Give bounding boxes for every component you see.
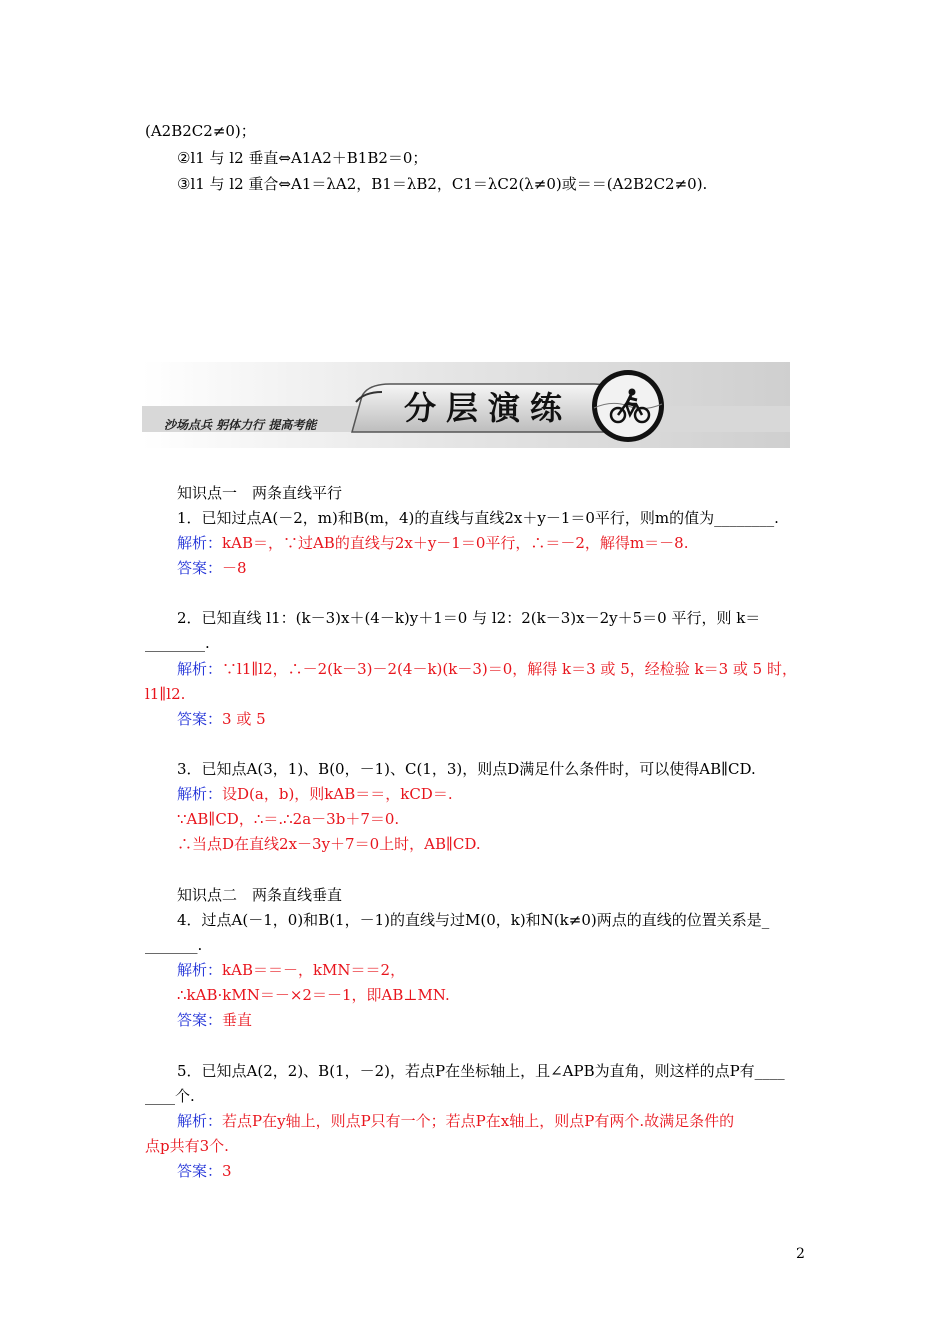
q5-question-line-1: 5．已知点A(2，2)、B(1，－2)，若点P在坐标轴上，且∠APB为直角，则这样的点P有____ <box>177 1062 785 1080</box>
q2-analysis-text-1: ∵l1∥l2，∴－2(k－3)－2(4－k)(k－3)＝0，解得 k＝3 或 5，经检验 k＝3 或 5 时， <box>222 660 797 678</box>
q4-analysis-label: 解析： <box>177 961 223 979</box>
section1-heading: 知识点一 两条直线平行 <box>177 484 343 502</box>
q5-analysis-label: 解析： <box>177 1112 223 1130</box>
intro-line-1: (A2B2C2≠0)； <box>145 122 256 140</box>
q4-analysis-line-2: ∴kAB·kMN＝－×2＝－1，即AB⊥MN. <box>177 986 450 1004</box>
q4-answer-label: 答案： <box>177 1011 223 1029</box>
q2-answer <box>177 709 266 729</box>
page-number: 2 <box>796 1246 805 1262</box>
q3-analysis-label: 解析： <box>177 785 223 803</box>
q3-analysis-text-1: 设D(a，b)，则kAB＝＝，kCD＝. <box>222 785 453 803</box>
q2-question-line-1: 2．已知直线 l1：(k－3)x＋(4－k)y＋1＝0 与 l2：2(k－3)x－2y＋5＝0 平行，则 k＝ <box>177 609 761 627</box>
q4-question-line-2: _______. <box>145 936 203 954</box>
banner-slogan: 沙场点兵 躬体力行 提高考能 <box>164 418 317 432</box>
q4-analysis-text-1: kAB＝＝－，kMN＝＝2， <box>222 961 406 979</box>
cyclist-icon <box>608 388 652 424</box>
q5-answer <box>177 1161 232 1181</box>
q5-analysis-line-1 <box>177 1111 734 1131</box>
q1-analysis-label: 解析： <box>177 534 223 552</box>
q1-analysis-text: kAB＝，∵过AB的直线与2x＋y－1＝0平行，∴＝－2，解得m＝－8. <box>222 534 689 552</box>
q4-answer <box>177 1010 252 1030</box>
q5-question-line-2: ____个. <box>145 1087 195 1105</box>
q5-answer-text: 3 <box>222 1162 232 1180</box>
q2-analysis-line-2: l1∥l2. <box>145 685 186 703</box>
q5-analysis-text-1: 若点P在y轴上，则点P只有一个；若点P在x轴上，则点P有两个.故满足条件的 <box>222 1112 735 1130</box>
q3-analysis-line-3: ∴当点D在直线2x－3y＋7＝0上时，AB∥CD. <box>177 835 481 853</box>
intro-line-3: ③l1 与 l2 重合⇔A1＝λA2，B1＝λB2，C1＝λC2(λ≠0)或＝＝(A2B2C2≠0). <box>177 175 708 193</box>
q3-analysis-line-1 <box>177 784 453 804</box>
q4-analysis-line-1 <box>177 960 405 980</box>
q1-answer <box>177 558 247 578</box>
q5-analysis-line-2: 点p共有3个. <box>145 1137 229 1155</box>
q3-question: 3．已知点A(3，1)、B(0，－1)、C(1，3)，则点D满足什么条件时，可以使得AB∥CD. <box>177 760 756 778</box>
q3-analysis-line-2: ∵AB∥CD，∴＝.∴2a－3b＋7＝0. <box>177 810 400 828</box>
banner-title: 分层演练 <box>404 389 573 427</box>
q1-question: 1．已知过点A(－2，m)和B(m，4)的直线与直线2x＋y－1＝0平行，则m的值为________. <box>177 509 779 527</box>
q4-answer-text: 垂直 <box>222 1011 253 1029</box>
intro-line-2: ②l1 与 l2 垂直⇔A1A2＋B1B2＝0； <box>177 149 428 167</box>
q4-question-line-1: 4．过点A(－1，0)和B(1，－1)的直线与过M(0，k)和N(k≠0)两点的直线的位置关系是_ <box>177 911 770 929</box>
section-banner <box>142 362 790 448</box>
q2-question-line-2: ________. <box>145 634 210 652</box>
q1-answer-text: －8 <box>222 559 247 577</box>
q2-analysis-line-1 <box>177 659 797 679</box>
q2-answer-text: 3 或 5 <box>222 710 266 728</box>
q1-answer-label: 答案： <box>177 559 223 577</box>
q2-answer-label: 答案： <box>177 710 223 728</box>
q2-analysis-label: 解析： <box>177 660 223 678</box>
section2-heading: 知识点二 两条直线垂直 <box>177 886 343 904</box>
q5-answer-label: 答案： <box>177 1162 223 1180</box>
q1-analysis <box>177 533 688 553</box>
